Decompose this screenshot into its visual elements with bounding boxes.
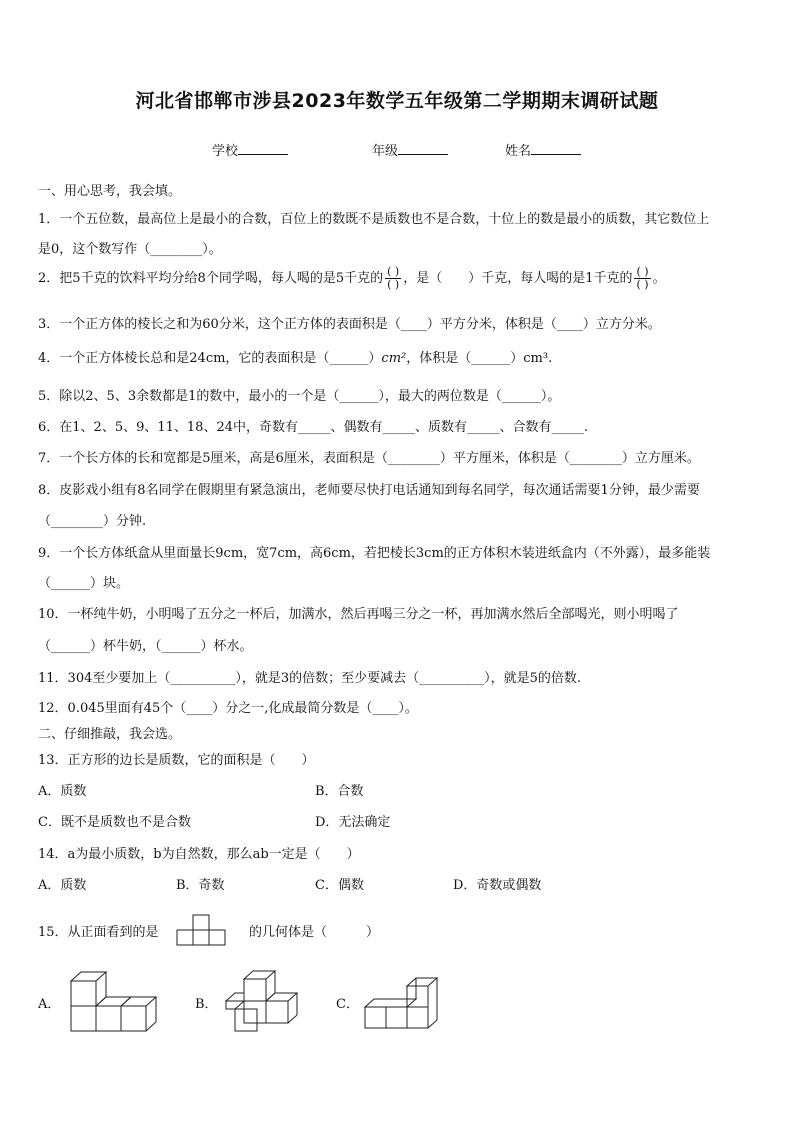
fraction-blank-1: $\frac{( )}{( )}$ [387,265,400,291]
unit-cm2: cm² [381,351,407,366]
q14-option-c[interactable]: C．偶数 [315,878,364,893]
name-blank[interactable] [531,142,581,155]
q13-option-a[interactable]: A．质数 [38,784,87,799]
q15-option-a[interactable]: A． [38,997,61,1012]
front-view-figure [175,913,229,947]
school-blank[interactable] [238,142,288,155]
question-15-stem-part-1: 15．从正面看到的是 [38,925,159,940]
q13-option-d[interactable]: D．无法确定 [315,815,391,830]
question-9-line-2: （______）块。 [38,576,130,591]
school-label: 学校 [212,144,239,159]
question-10-line-2: （______）杯牛奶，（______）杯水。 [38,639,253,654]
question-8-line-2: （________）分钟. [38,514,147,529]
question-13-stem: 13．正方形的边长是质数，它的面积是（ ） [38,753,315,768]
q15-option-c[interactable]: C． [336,997,359,1012]
q15-option-b[interactable]: B． [195,997,218,1012]
question-3: 3．一个正方体的棱长之和为60分米，这个正方体的表面积是（____）平方分米，体积是（____）立方分米。 [38,317,661,332]
option-b-cube-figure [224,969,306,1035]
school-field [212,140,288,159]
q13-option-b[interactable]: B．合数 [315,784,364,799]
question-2-part-1: 2．把5千克的饮料平均分给8个同学喝，每人喝的是5千克的 [38,271,384,286]
question-2 [38,266,666,291]
question-12: 12．0.045里面有45个（____）分之一,化成最简分数是（____）。 [38,701,418,716]
question-4-part-2: ，体积是（______）cm³. [406,351,553,366]
option-a-cube-figure [68,969,164,1035]
question-1-line-2: 是0，这个数写作（________）。 [38,242,222,257]
q14-option-a[interactable]: A．质数 [38,878,87,893]
question-6: 6．在1、2、5、9、11、18、24中，奇数有_____、偶数有_____、质数有_____、合数有_____. [38,420,589,435]
question-14-stem: 14．a为最小质数，b为自然数，那么ab一定是（ ） [38,847,360,862]
question-4 [38,347,552,366]
name-label: 姓名 [505,144,532,159]
q14-option-d[interactable]: D．奇数或偶数 [453,878,542,893]
question-2-part-3: 。 [652,271,666,286]
name-field [505,140,581,159]
q14-option-b[interactable]: B．奇数 [176,878,225,893]
question-2-part-2: ，是（ ）千克，每人喝的是1千克的 [403,271,633,286]
page-title: 河北省邯郸市涉县2023年数学五年级第二学期期末调研试题 [135,90,659,112]
question-7: 7．一个长方体的长和宽都是5厘米，高是6厘米，表面积是（________）平方厘米，体积是（________）立方厘米。 [38,451,700,466]
grade-field [372,140,448,159]
q13-option-c[interactable]: C．既不是质数也不是合数 [38,815,191,830]
section-2-heading: 二、仔细推敲，我会选。 [38,727,182,742]
question-4-part-1: 4．一个正方体棱长总和是24cm，它的表面积是（______） [38,351,382,366]
question-1-line-1: 1．一个五位数，最高位上是最小的合数，百位上的数既不是质数也不是合数，十位上的数是最小的质数，其它数位上 [38,212,710,227]
grade-label: 年级 [372,144,399,159]
fraction-blank-2: $\frac{( )}{( )}$ [636,265,649,291]
question-9-line-1: 9．一个长方体纸盒从里面量长9cm，宽7cm，高6cm，若把棱长3cm的正方体积木装进纸盒内（不外露），最多能装 [38,546,711,561]
question-10-line-1: 10．一杯纯牛奶，小明喝了五分之一杯后，加满水，然后再喝三分之一杯，再加满水然后全部喝光，则小明喝了 [38,607,679,622]
question-11: 11．304至少要加上（__________），就是3的倍数；至少要减去（__________），就是5的倍数. [38,671,582,686]
question-15-stem-part-2: 的几何体是（ ） [249,925,380,940]
question-8-line-1: 8．皮影戏小组有8名同学在假期里有紧急演出，老师要尽快打电话通知到每名同学，每次通话需要1分钟，最少需要 [38,483,700,498]
option-c-cube-figure [363,969,451,1035]
question-5: 5．除以2、5、3余数都是1的数中，最小的一个是（______），最大的两位数是（______）。 [38,389,561,404]
grade-blank[interactable] [398,142,448,155]
section-1-heading: 一、用心思考，我会填。 [38,184,182,199]
